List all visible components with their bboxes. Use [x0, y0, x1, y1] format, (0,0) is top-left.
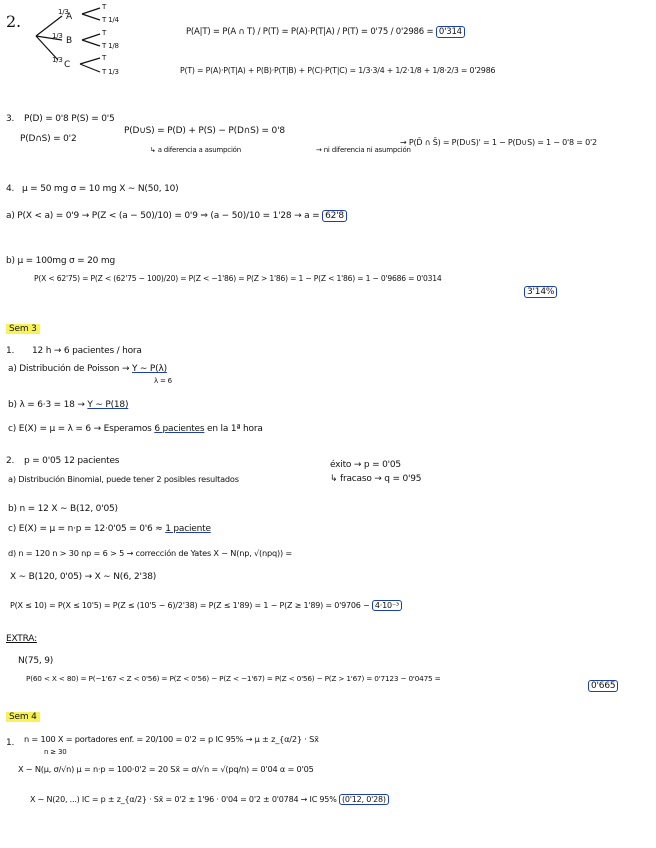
sem3-p1-c: [8, 424, 263, 434]
ex3-arrow-note: → ni diferencia ni asumpción: [316, 146, 411, 154]
tree-leaf-label-4: T 1/8: [102, 42, 119, 50]
ex3-number: 3.: [6, 114, 15, 124]
sem3-p1-head: 12 h → 6 pacientes / hora: [32, 346, 142, 356]
sem4-p1-result: (0'12, 0'28): [339, 794, 389, 805]
ex4-part-a: [6, 210, 347, 222]
sem3-p2-d3: [10, 600, 402, 611]
sem3-p2-c: [8, 524, 211, 534]
extra-line-2: P(60 < X < 80) = P(−1'67 < Z < 0'56) = P(Z < 0'56) − P(Z < −1'67) = P(Z < 0'56) − P(Z > 1'67) = 0'7123 − 0'0475 =: [26, 674, 441, 683]
ex4-b-line: P(X < 62'75) = P(Z < (62'75 − 100)/20) = P(Z < −1'86) = P(Z > 1'86) = 1 − P(Z < 1'86) = 1 − 0'9686 = 0'0314: [34, 274, 442, 283]
sem3-p2-c-result: 1 paciente: [165, 524, 211, 534]
ex4-b-result-wrap: [524, 286, 557, 298]
tree-prob-b: 1/3: [52, 32, 63, 40]
sem3-p1-lambda: λ = 6: [154, 377, 172, 385]
tree-prob-c: 1/3: [52, 56, 63, 64]
tree-leaf-label-3: T: [102, 29, 107, 37]
sem3-p2-d3-result: 4·10⁻³: [372, 600, 402, 611]
sem3-p2-d2: X ∼ B(120, 0'05) → X ∼ N(6, 2'38): [10, 572, 157, 582]
tree-leaf-b: [82, 34, 100, 46]
tree-leaf-label-2: T 1/4: [102, 16, 119, 24]
sem4-p1-number: 1.: [6, 738, 15, 748]
ex3-note: ↳ a diferencia a asumpción: [150, 146, 242, 154]
ex3-given-2: P(D∩S) = 0'2: [20, 134, 77, 144]
sem3-p1-c-result: 6 pacientes: [154, 424, 205, 434]
ex4-a-expression: a) P(X < a) = 0'9 → P(Z < (a − 50)/10) = 0'9 ⇒ (a − 50)/10 = 1'28 → a =: [6, 211, 320, 221]
sem4-title-wrap: [6, 712, 40, 722]
tree-leaf-a: [82, 8, 100, 20]
extra-result-wrap: [588, 680, 618, 692]
ex3-result: → P(D̄ ∩ S̄) = P(D∪S)' = 1 − P(D∪S) = 1 − 0'8 = 0'2: [400, 138, 597, 147]
tree-leaf-c: [80, 58, 100, 72]
extra-result: 0'665: [588, 680, 618, 692]
sem3-p1-a-text: a) Distribución de Poisson →: [8, 364, 130, 374]
tree-prob-a: 1/3: [58, 8, 69, 16]
ex4-a-result: 62'8: [322, 210, 347, 222]
sem3-title-wrap: [6, 324, 40, 334]
tree-leaf-label-1: T: [102, 3, 107, 11]
sem3-p1-c-post: en la 1ª hora: [207, 424, 263, 434]
ex4-b-result: 3'14%: [524, 286, 557, 298]
sem3-p2-b: b) n = 12 X ∼ B(12, 0'05): [8, 504, 118, 514]
tree-node-a: A: [66, 12, 72, 22]
sem3-p2-d3-text: P(X ≤ 10) = P(X ≤ 10'5) = P(Z ≤ (10'5 − 6)/2'38) = P(Z ≤ 1'89) = 1 − P(Z ≥ 1'89) = 0'9706 −: [10, 601, 370, 610]
tree-node-b: B: [66, 36, 72, 46]
ex3-given-1: P(D) = 0'8 P(S) = 0'5: [24, 114, 115, 124]
sem3-p2-number: 2.: [6, 456, 15, 466]
tree-leaf-label-5: T: [102, 54, 107, 62]
total-probability: P(T) = P(A)·P(T|A) + P(B)·P(T|B) + P(C)·P(T|C) = 1/3·3/4 + 1/2·1/8 + 1/8·2/3 = 0'2986: [180, 66, 496, 75]
ex3-result-line: [400, 138, 597, 147]
sem3-p1-b-result: Y ∼ P(18): [87, 400, 129, 410]
sem3-p1-b: [8, 400, 128, 410]
sem3-p1-c-text: c) E(X) = μ = λ = 6 → Esperamos: [8, 424, 152, 434]
sem4-p1-head: n = 100 X = portadores enf. = 20/100 = 0'2 = p IC 95% → μ ± z_{α/2} · Sx̄: [24, 734, 319, 744]
tree-node-c: C: [64, 60, 71, 70]
sem3-p2-a-failure: ↳ fracaso → q = 0'95: [330, 474, 422, 484]
tree-leaf-label-6: T 1/3: [102, 68, 119, 76]
sem3-p1-number: 1.: [6, 346, 15, 356]
sem3-p2-d: d) n = 120 n > 30 np = 6 > 5 → corrección de Yates X ∼ N(np, √(npq)) =: [8, 548, 293, 558]
sem3-title: Sem 3: [6, 324, 40, 334]
extra-title: EXTRA:: [6, 634, 37, 644]
sem4-p1-line-2: X ∼ N(μ, σ/√n) μ = n·p = 100·0'2 = 20 Sx̄ = σ/√n = √(pq/n) = 0'04 α = 0'05: [18, 764, 314, 774]
sem3-p1-a-result: Y ∼ P(λ): [131, 364, 167, 374]
sem4-p1-line-3-text: X ∼ N(20, ...) IC = p ± z_{α/2} · Sx̄ = 0'2 ± 1'96 · 0'04 = 0'2 ± 0'0784 → IC 95%: [30, 795, 337, 804]
sem4-p1-head2: n ≥ 30: [44, 748, 67, 756]
sem3-p2-a: a) Distribución Binomial, puede tener 2 posibles resultados: [8, 474, 239, 484]
sem4-p1-line-3: [30, 794, 389, 805]
ex4-b-head: b) μ = 100mg σ = 20 mg: [6, 256, 115, 266]
ex4-number: 4.: [6, 184, 15, 194]
ex4-params: μ = 50 mg σ = 10 mg X ∼ N(50, 10): [22, 184, 179, 194]
bayes-expression: P(A|T) = P(A ∩ T) / P(T) = P(A)·P(T|A) / P(T) = 0'75 / 0'2986 =: [186, 27, 434, 37]
sem3-p2-a-success: éxito → p = 0'05: [330, 460, 401, 470]
ex2-number: 2.: [6, 12, 21, 31]
sem3-p1-b-text: b) λ = 6·3 = 18 →: [8, 400, 85, 410]
bayes-result: 0'314: [436, 26, 465, 38]
extra-line-1: N(75, 9): [18, 656, 54, 666]
sem3-p2-head: p = 0'05 12 pacientes: [24, 456, 120, 466]
ex3-union: P(D∪S) = P(D) + P(S) − P(D∩S) = 0'8: [124, 126, 285, 136]
bayes-formula: [186, 26, 465, 38]
sem3-p1-a: [8, 364, 167, 374]
sem4-title: Sem 4: [6, 712, 40, 722]
sem3-p2-c-text: c) E(X) = μ = n·p = 12·0'05 = 0'6 ≈: [8, 524, 163, 534]
